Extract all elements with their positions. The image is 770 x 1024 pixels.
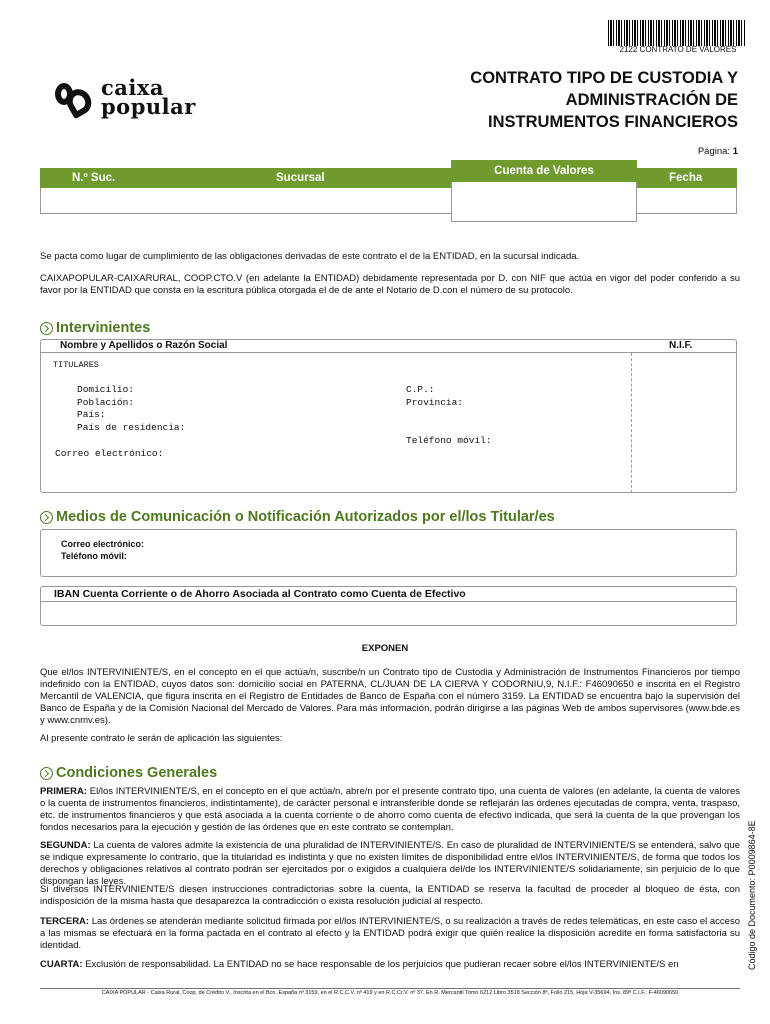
divider <box>631 353 632 493</box>
section-condiciones: Condiciones Generales <box>40 765 217 781</box>
caixa-popular-logo <box>55 75 196 119</box>
clause-segunda-2: Si diversos INTERVINIENTE/S diesen instrucciones contradictorias sobre la cuenta, la ENTIDAD se reserva la facultad de proceder al bloqueo de ésta, con indisposición de la misma hasta que desaparezca la contradicción o exista resolución judicial al respecto. <box>40 884 740 907</box>
header-sucursal: Sucursal <box>276 172 325 184</box>
header-suc: N.º Suc. <box>72 172 116 184</box>
address-labels: Domicilio: Población: País: País de residencia: <box>77 384 186 433</box>
cp-label: C.P.: <box>406 384 435 395</box>
section-intervinientes: Intervinientes <box>40 320 150 336</box>
intro-p2: CAIXAPOPULAR-CAIXARURAL, COOP.CTO.V (en adelante la ENTIDAD) debidamente representada por D. con NIF que actúa en vigor del poder conferido a su favor por la ENTIDAD que consta en la escritura pública otorgada el de de ante el Notario de D.con el número de su protocolo. <box>40 273 740 296</box>
medios-telefono: Teléfono móvil: <box>61 551 127 561</box>
footer-legal: CAIXA POPULAR - Caixa Rural, Coop. de Crédito V., Inscrita en el Bco. España nº 3159, en el R.C.C.V. nº 419 y en R.C.Cr.V. nº 37. En R. Mercantil Tomo 6212 Libro 3518 Sección 8ª, Folio 215, Hoja V-35694, Ins. 89ª C.I.F.: F-46090650 <box>40 988 740 997</box>
medios-box[interactable] <box>40 529 737 577</box>
intro-p1: Se pacta como lugar de cumplimiento de las obligaciones derivadas de este contrato el de la ENTIDAD, en la sucursal indicada. <box>40 251 580 262</box>
page-number: Página: 1 <box>697 146 738 157</box>
logo-word-2: popular <box>101 94 196 119</box>
barcode <box>608 20 746 46</box>
iban-title: IBAN Cuenta Corriente o de Ahorro Asociada al Contrato como Cuenta de Efectivo <box>40 586 737 602</box>
document-code: Código de Documento: P0009864-8E <box>747 820 757 970</box>
clause-primera: PRIMERA: El/los INTERVINIENTE/S, en el concepto en el que actúa/n, abre/n por el presente contrato tipo, una cuenta de valores (en adelante, la cuenta de valores o la cuenta de instrumentos financieros, indistintamente), de carácter personal e intransferible donde se reflejarán las órdenes ejecutadas de compra, venta, traspaso, etc. de instrumentos financieros y que está asociada a la cuenta corriente o de ahorro como cuenta de efectivo indicada, que será la cuenta de la que provengan los fondos necesarios para la ejecución y gestión de las órdenes que en este contrato se contemplan. <box>40 786 740 833</box>
header-cuenta: Cuenta de Valores <box>451 160 637 182</box>
medios-correo: Correo electrónico: <box>61 539 145 549</box>
logo-mark-icon <box>55 79 95 115</box>
arrow-circle-icon <box>40 767 53 780</box>
barcode-label: 2122 CONTRATO DE VALORES <box>619 45 737 54</box>
clause-tercera: TERCERA: Las órdenes se atenderán mediante solicitud firmada por el/los INTERVINIENTE/S, o su realización a través de redes telemáticas, en este caso el acceso a las mismas se efectuará en la forma pactada en el contrato al efecto y la ENTIDAD podrá exigir que quién realice la disposición acredite en forma satisfactoria su identidad. <box>40 916 740 951</box>
intervinientes-header: Nombre y Apellidos o Razón Social N.I.F. <box>40 339 737 353</box>
exponen-p1: Que el/los INTERVINIENTE/S, en el concepto en el que actúa/n, suscribe/n un Contrato tipo de Custodia y Administración de Instrumentos Financieros por tiempo indefinido con la ENTIDAD, cuyos datos son: domicilio social en PATERNA, CL/JUAN DE LA CIERVA Y CODORNIU,9, N.I.F.: F46090650 e inscrita en el Registro Mercantil de VALENCIA, que figura inscrita en el Registro de Entidades de Banco de España con el número 3159. La ENTIDAD se encuentra bajo la supervisión del Banco de España y de la Comisión Nacional del Mercado de Valores. Para más información, podrán dirigirse a las páginas Web de ambos supervisores (www.bde.es y www.cnmv.es). <box>40 667 740 726</box>
clause-segunda: SEGUNDA: La cuenta de valores admite la existencia de una pluralidad de INTERVINIENTE/S. En caso de pluralidad de INTERVINIENTE/S se entenderá, salvo que se indique expresamente lo contrario, que la titularidad es indistinta y que no existen límites de disponibilidad entre el/los INTERVINIENTE/S, de forma que todos los derechos y obligaciones relativos al contrato podrán ser ejercitados por o exigidos a cualquiera del/de los INTERVINIENTE/S solidariamente, sin perjuicio de lo que dispongan las leyes. <box>40 840 740 887</box>
movil-label: Teléfono móvil: <box>406 435 492 446</box>
exponen-p2: Al presente contrato le serán de aplicación las siguientes: <box>40 733 283 744</box>
cuenta-valores-field[interactable] <box>451 182 637 222</box>
arrow-circle-icon <box>40 511 53 524</box>
correo-label: Correo electrónico: <box>55 448 164 459</box>
provincia-label: Provincia: <box>406 397 464 408</box>
clause-cuarta: CUARTA: Exclusión de responsabilidad. La ENTIDAD no se hace responsable de los perjuicios que pudieran recaer sobre el/los INTERVINIENTE/S en <box>40 959 679 970</box>
header-fecha: Fecha <box>669 172 703 184</box>
document-title: CONTRATO TIPO DE CUSTODIA Y ADMINISTRACIÓN DE INSTRUMENTOS FINANCIEROS <box>470 69 738 131</box>
section-medios: Medios de Comunicación o Notificación Autorizados por el/los Titular/es <box>40 509 555 525</box>
arrow-circle-icon <box>40 322 53 335</box>
titulares-label: TITULARES <box>53 360 99 370</box>
exponen-title: EXPONEN <box>361 643 409 654</box>
logo-word-1: caixa <box>101 75 164 100</box>
